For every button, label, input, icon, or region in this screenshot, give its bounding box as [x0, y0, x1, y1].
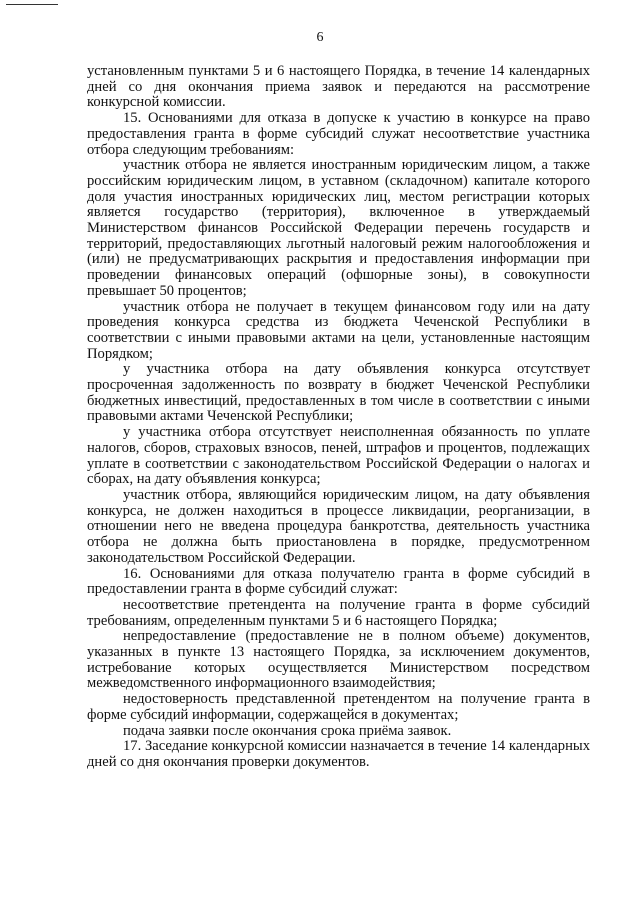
page-number: 6: [316, 30, 324, 45]
scan-corner-mark: [6, 4, 58, 5]
paragraph-requirement-taxes: у участника отбора отсутствует неисполненная обязанность по уплате налогов, сборов, страховых взносов, пеней, штрафов и процентов, подлежащих уплате в соответствии с законодательством Российской Федерации о налогах и сборах, на дату объявления конкурса;: [87, 424, 590, 488]
paragraph-clause-16: 16. Основаниями для отказа получателю гранта в форме субсидий в предоставлении гранта в форме субсидий служат:: [87, 565, 590, 598]
paragraph-refusal-false-info: недостоверность представленной претендентом на получение гранта в форме субсидий информации, содержащейся в документах;: [87, 691, 590, 723]
paragraph-continuation: установленным пунктами 5 и 6 настоящего Порядка, в течение 14 календарных дней со дня окончания приема заявок и передаются на рассмотрение конкурсной комиссии.: [87, 63, 590, 111]
paragraph-requirement-foreign-entity: участник отбора не является иностранным юридическим лицом, а также российским юридическим лицом, в уставном (складочном) капитале которого доля участия иностранных юридических лиц, местом регистрации которых является государство (территория), включенное в утверждаемый Министерством финансов Российской Федерации перечень государств и территорий, предоставляющих льготный налоговый режим налогообложения и (или) не предусматривающих раскрытия и предоставления информации при проведении финансовых операций (офшорные зоны), в совокупности превышает 50 процентов;: [87, 157, 590, 299]
paragraph-refusal-late-application: подача заявки после окончания срока приёма заявок.: [123, 722, 452, 739]
paragraph-refusal-documents: непредоставление (предоставление не в полном объеме) документов, указанных в пункте 13 настоящего Порядка, за исключением документов, истребование которых осуществляется Министерством посредством межведомственного информационного взаимодействия;: [87, 628, 590, 692]
paragraph-refusal-nonconformity: несоответствие претендента на получение гранта в форме субсидий требованиям, определенным пунктами 5 и 6 настоящего Порядка;: [87, 596, 590, 629]
paragraph-requirement-liquidation: участник отбора, являющийся юридическим лицом, на дату объявления конкурса, не должен находиться в процессе ликвидации, реорганизации, в отношении него не введена процедура банкротства, деятельность участника отбора не должна быть приостановлена в порядке, предусмотренном законодательством Российской Федерации.: [87, 486, 590, 566]
paragraph-clause-17: 17. Заседание конкурсной комиссии назначается в течение 14 календарных дней со дня окончания проверки документов.: [87, 738, 590, 770]
paragraph-requirement-budget-funds: участник отбора не получает в текущем финансовом году или на дату проведения конкурса средства из бюджета Чеченской Республики в соответствии с иными правовыми актами на цели, установленные настоящим Порядком;: [87, 298, 590, 362]
paragraph-clause-15: 15. Основаниями для отказа в допуске к участию в конкурсе на право предоставления гранта в форме субсидий служат несоответствие участника отбора следующим требованиям:: [87, 110, 590, 158]
document-body: [87, 64, 590, 771]
paragraph-requirement-overdue-debt: у участника отбора на дату объявления конкурса отсутствует просроченная задолженность по возврату в бюджет Чеченской Республики бюджетных инвестиций, предоставленных в том числе в соответствии с иными правовыми актами Чеченской Республики;: [87, 361, 590, 425]
